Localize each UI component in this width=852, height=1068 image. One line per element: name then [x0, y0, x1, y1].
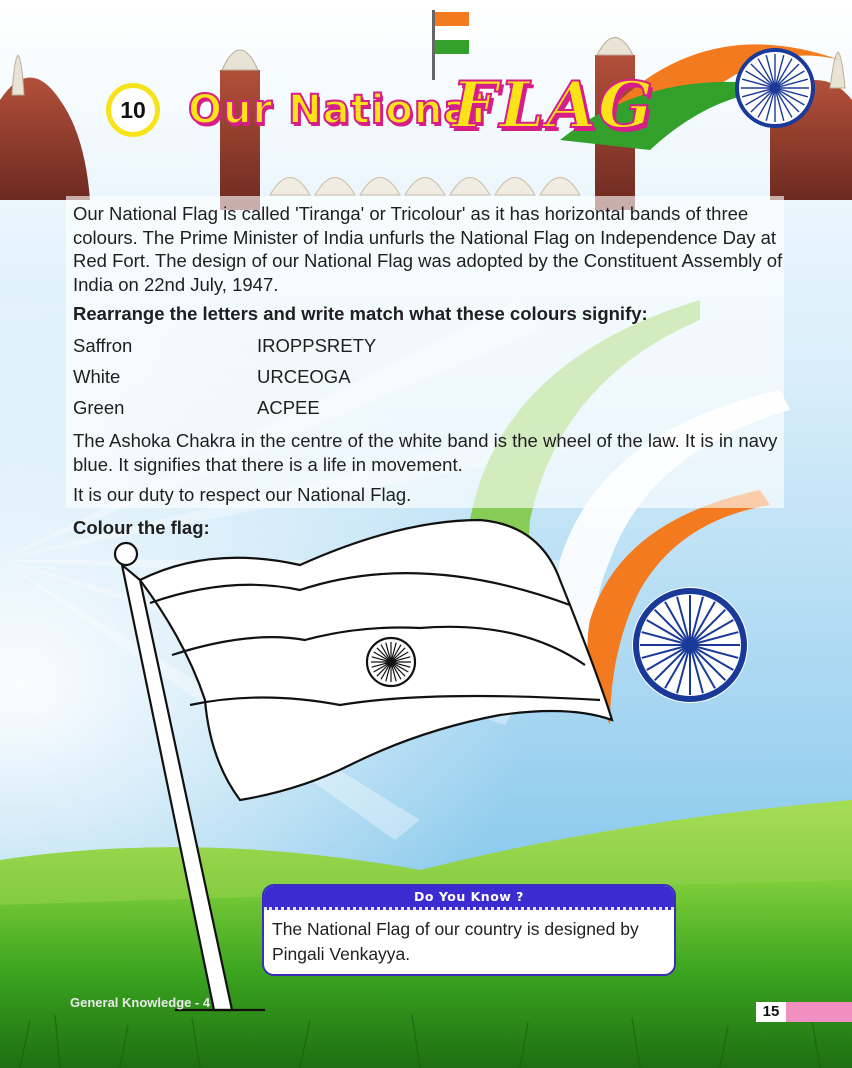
chapter-number: 10 — [111, 88, 155, 132]
chapter-number-badge — [106, 83, 160, 137]
duty-paragraph: It is our duty to respect our National Flag. — [73, 484, 412, 505]
did-you-know-title: Do You Know ? — [414, 889, 524, 904]
jumbled-word-green: ACPEE — [257, 397, 320, 418]
colour-prompt: Colour the flag: — [73, 517, 210, 538]
did-you-know-box — [262, 884, 676, 976]
jumbled-word-white: URCEOGA — [257, 366, 351, 387]
chakra-paragraph: The Ashoka Chakra in the centre of the white band is the wheel of the law. It is in navy blue. It signifies that there is a life in movement. — [73, 430, 778, 475]
colour-label-white: White — [73, 366, 121, 387]
intro-paragraph: Our National Flag is called 'Tiranga' or Tricolour' as it has horizontal bands of three colours. The Prime Minister of India unfurls the National Flag on Independence Day at Red Fort. The design of our National Flag was adopted by the Constituent Assembly of India on 22nd July, 1947. — [73, 203, 783, 295]
did-you-know-header — [264, 886, 674, 910]
colour-label-saffron: Saffron — [73, 335, 133, 356]
jumbled-word-saffron: IROPPSRETY — [257, 335, 377, 356]
colour-label-green: Green — [73, 397, 125, 418]
did-you-know-text: The National Flag of our country is designed by Pingali Venkayya. — [272, 919, 639, 964]
chapter-title-flag: FLAG — [452, 68, 655, 143]
page-number: 15 — [756, 1002, 786, 1022]
book-title: General Knowledge - 4 — [70, 995, 211, 1010]
chapter-title-words: Our National — [188, 87, 487, 133]
activity-instruction: Rearrange the letters and write match what these colours signify: — [73, 303, 648, 324]
